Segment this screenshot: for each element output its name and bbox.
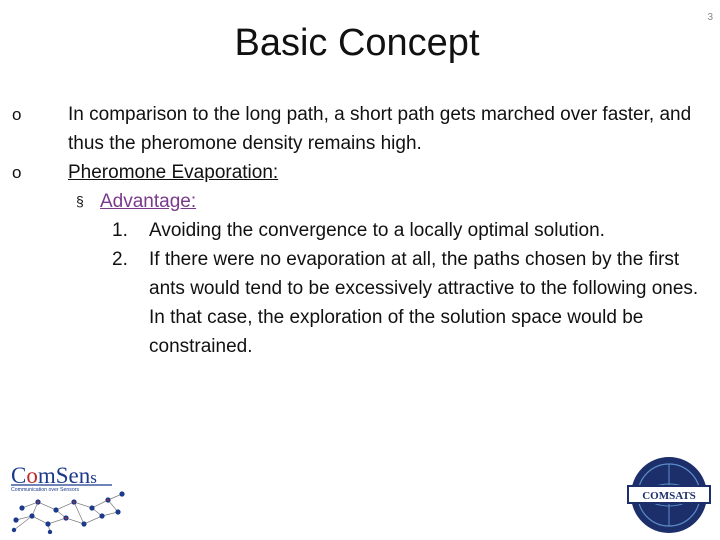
slide-title: Basic Concept <box>234 22 480 64</box>
bullet-marker: o <box>12 105 22 124</box>
comsats-wordmark: COMSATS <box>642 490 696 502</box>
bullet-1 <box>12 100 702 158</box>
numbered-item-2 <box>12 245 702 361</box>
bullet-2 <box>12 158 702 187</box>
logo-wordmark: ComSens <box>11 463 97 488</box>
item-text: Avoiding the convergence to a locally optimal solution. <box>149 220 605 241</box>
comsats-logo <box>624 455 714 535</box>
slide-body <box>12 100 702 361</box>
sub-bullet-marker: § <box>76 193 84 209</box>
bullet-text: In comparison to the long path, a short path gets marched over faster, and thus the pheromone density remains high. <box>68 104 692 154</box>
item-number: 2. <box>112 249 128 270</box>
pheromone-evaporation-heading: Pheromone Evaporation: <box>68 162 279 183</box>
sub-bullet-advantage <box>12 187 702 216</box>
slide-number: 3 <box>707 12 713 23</box>
bullet-marker: o <box>12 163 22 182</box>
item-text: If there were no evaporation at all, the paths chosen by the first ants would tend to be excessively attractive to the following ones. In that case, the exploration of the solution space would be constrained. <box>149 249 699 357</box>
item-number: 1. <box>112 220 128 241</box>
numbered-item-1 <box>12 216 702 245</box>
comsens-logo <box>8 458 136 534</box>
advantage-heading: Advantage: <box>100 191 197 212</box>
logo-tagline: Communication over Sensors <box>11 487 80 493</box>
